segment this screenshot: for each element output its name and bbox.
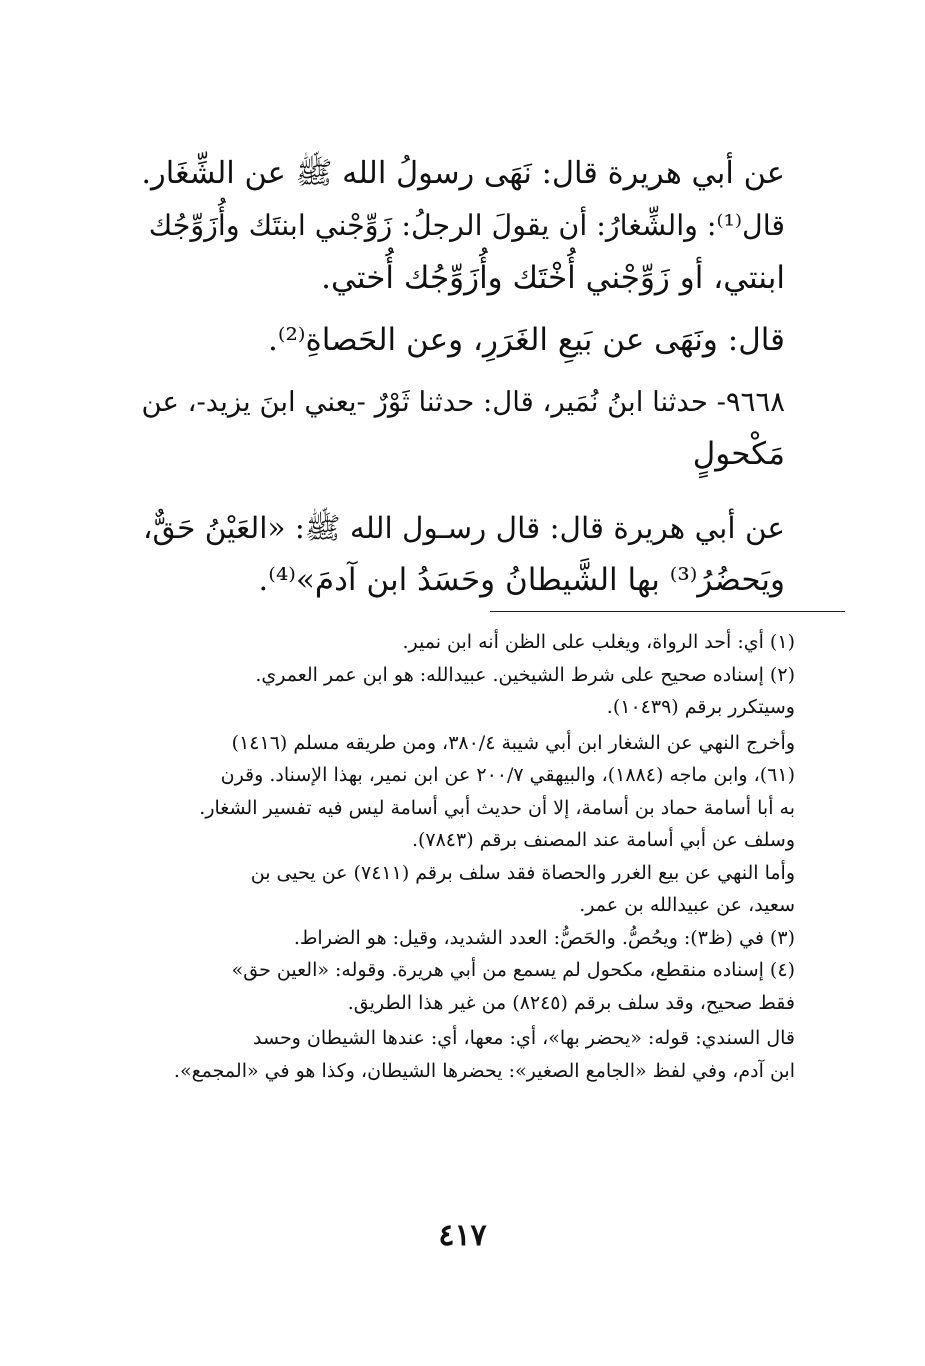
main-line: قال⁽¹⁾: والشِّغارُ: أن يقولَ الرجلُ: زَوِّجْني ابنتَك وأُزَوِّجُك [148,209,785,242]
footnote-line: وأخرج النهي عن الشغار ابن أبي شيبة ٣٨٠/٤، ومن طريقه مسلم (١٤١٦) [231,731,795,754]
footnote-line: (٣) في (ظ٣): ويحُصُّ. والحَصُّ: العدد الشديد، وقيل: هو الضراط. [293,926,795,949]
footnote-line: سعيد، عن عبيدالله بن عمر. [579,894,795,916]
footnote-line: قال السندي: قوله: «يحضر بها»، أي: معها، أي: عندها الشيطان وحسد [253,1027,795,1049]
footnote-line: وسلف عن أبي أسامة عند المصنف برقم (٧٨٤٣). [411,829,795,851]
footnote-line: ابن آدم، وفي لفظ «الجامع الصغير»: يحضرها الشيطان، وكذا هو في «المجمع». [173,1059,795,1082]
footnote-line: به أبا أسامة حماد بن أسامة، إلا أن حديث أبي أسامة ليس فيه تفسير الشغار. [199,796,795,819]
footnote-divider [490,611,845,612]
main-line: عن أبي هريرة قال: قال رسـول الله ﷺ: «العَيْنُ حَقٌّ، [142,511,785,545]
main-line: عن أبي هريرة قال: نَهَى رسولُ الله ﷺ عن الشِّغَار. [141,156,785,191]
footnote-line: فقط صحيح، وقد سلف برقم (٨٢٤٥) من غير هذا الطريق. [347,991,795,1014]
main-text [140,148,785,606]
footnote-line: وأما النهي عن بيع الغرر والحصاة فقد سلف برقم (٧٤١١) عن يحيى بن [250,861,795,884]
footnotes [140,626,795,1087]
footnote-line: (٢) إسناده صحيح على شرط الشيخين. عبيدالله: هو ابن عمر العمري. [255,663,795,686]
hadith-number-line: ٩٦٦٨- حدثنا ابنُ نُمَير، قال: حدثنا ثَوْرٌ -يعني ابنَ يزيد-، عن [141,386,785,418]
page-number: ٤١٧ [438,1218,487,1253]
footnote-line: (٦١)، وابن ماجه (١٨٨٤)، والبيهقي ٢٠٠/٧ عن ابن نمير، بهذا الإسناد. وقرن [220,764,795,786]
footnote-line: (٤) إسناده منقطع، مكحول لم يسمع من أبي هريرة. وقوله: «العين حق» [231,959,795,981]
main-line: ابنتي، أو زَوِّجْني أُخْتَك وأُزَوِّجُك أُختي. [321,260,785,296]
main-line: ويَحضُرُ⁽³⁾ بها الشَّيطانُ وحَسَدُ ابن آدمَ»⁽⁴⁾. [258,562,785,598]
main-line: مَكْحولٍ [692,436,785,472]
main-line: قال: ونَهَى عن بَيعِ الغَرَرِ، وعن الحَصاةِ⁽²⁾. [268,322,785,358]
footnote-line: (١) أي: أحد الرواة، ويغلب على الظن أنه ابن نمير. [402,631,795,653]
footnote-line: وسيتكرر برقم (١٠٤٣٩). [606,696,795,718]
